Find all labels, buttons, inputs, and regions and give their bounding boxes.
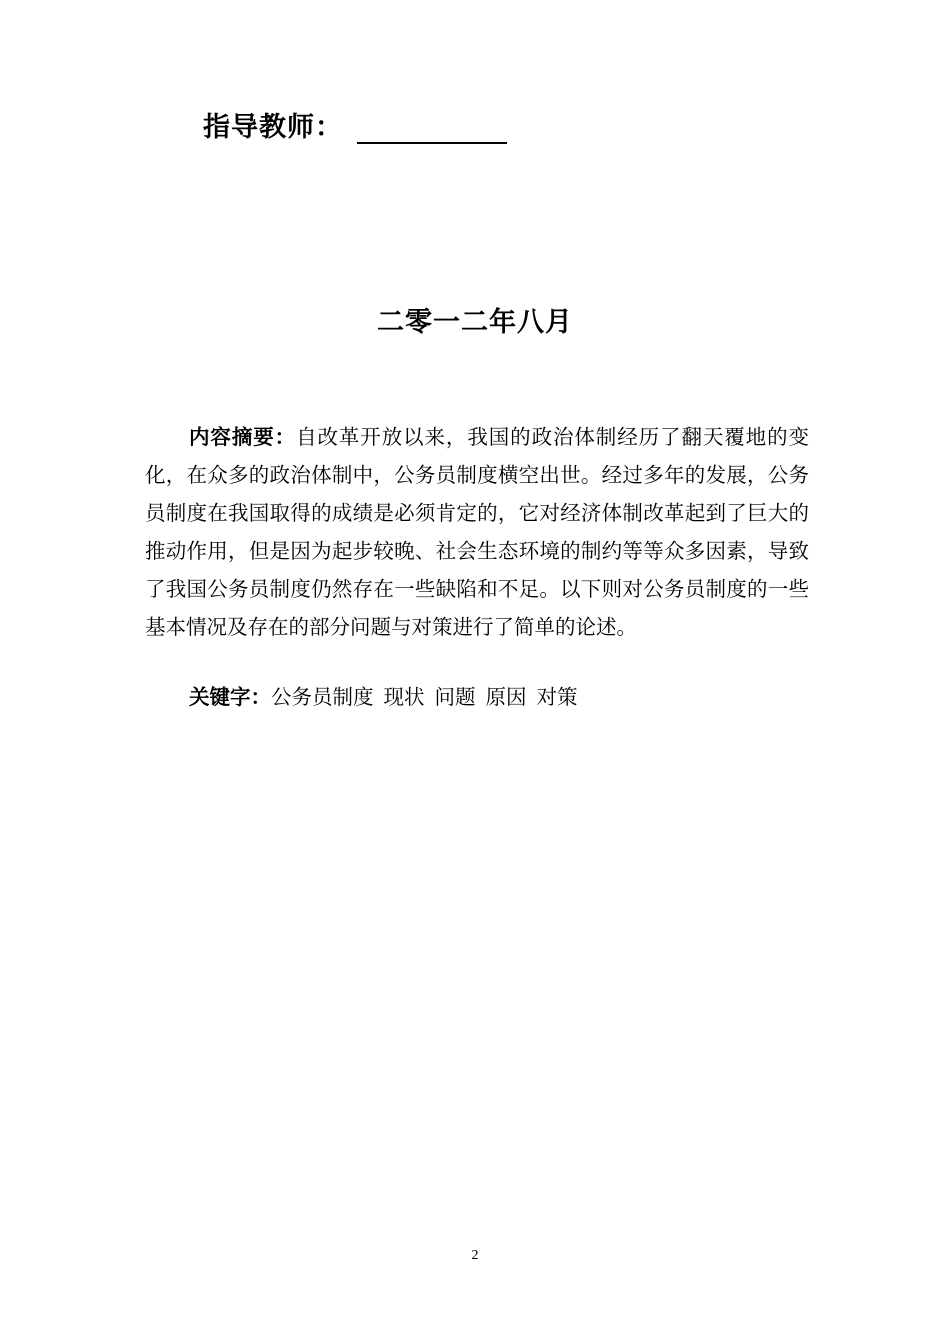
keyword: 公务员制度: [271, 685, 374, 709]
abstract-paragraph: [145, 418, 809, 646]
keyword: 问题: [434, 685, 476, 709]
abstract-label: 内容摘要：: [189, 425, 297, 449]
keywords-line: [189, 678, 588, 716]
keywords-label: 关键字：: [189, 685, 271, 709]
abstract-text: 自改革开放以来，我国的政治体制经历了翻天覆地的变化，在众多的政治体制中，公务员制度横空出世。经过多年的发展，公务员制度在我国取得的成绩是必须肯定的，它对经济体制改革起到了巨大的推动作用，但是因为起步较晚、社会生态环境的制约等等众多因素，导致了我国公务员制度仍然存在一些缺陷和不足。以下则对公务员制度的一些基本情况及存在的部分问题与对策进行了简单的论述。: [145, 425, 810, 639]
keyword: 现状: [383, 685, 425, 709]
advisor-label: 指导教师：: [203, 112, 343, 143]
page-number: 2: [471, 1248, 479, 1263]
keyword: 对策: [536, 685, 578, 709]
keyword: 原因: [485, 685, 527, 709]
advisor-line: [203, 105, 507, 144]
date-heading: 二零一二年八月: [377, 307, 573, 338]
advisor-blank-line: [357, 114, 507, 144]
